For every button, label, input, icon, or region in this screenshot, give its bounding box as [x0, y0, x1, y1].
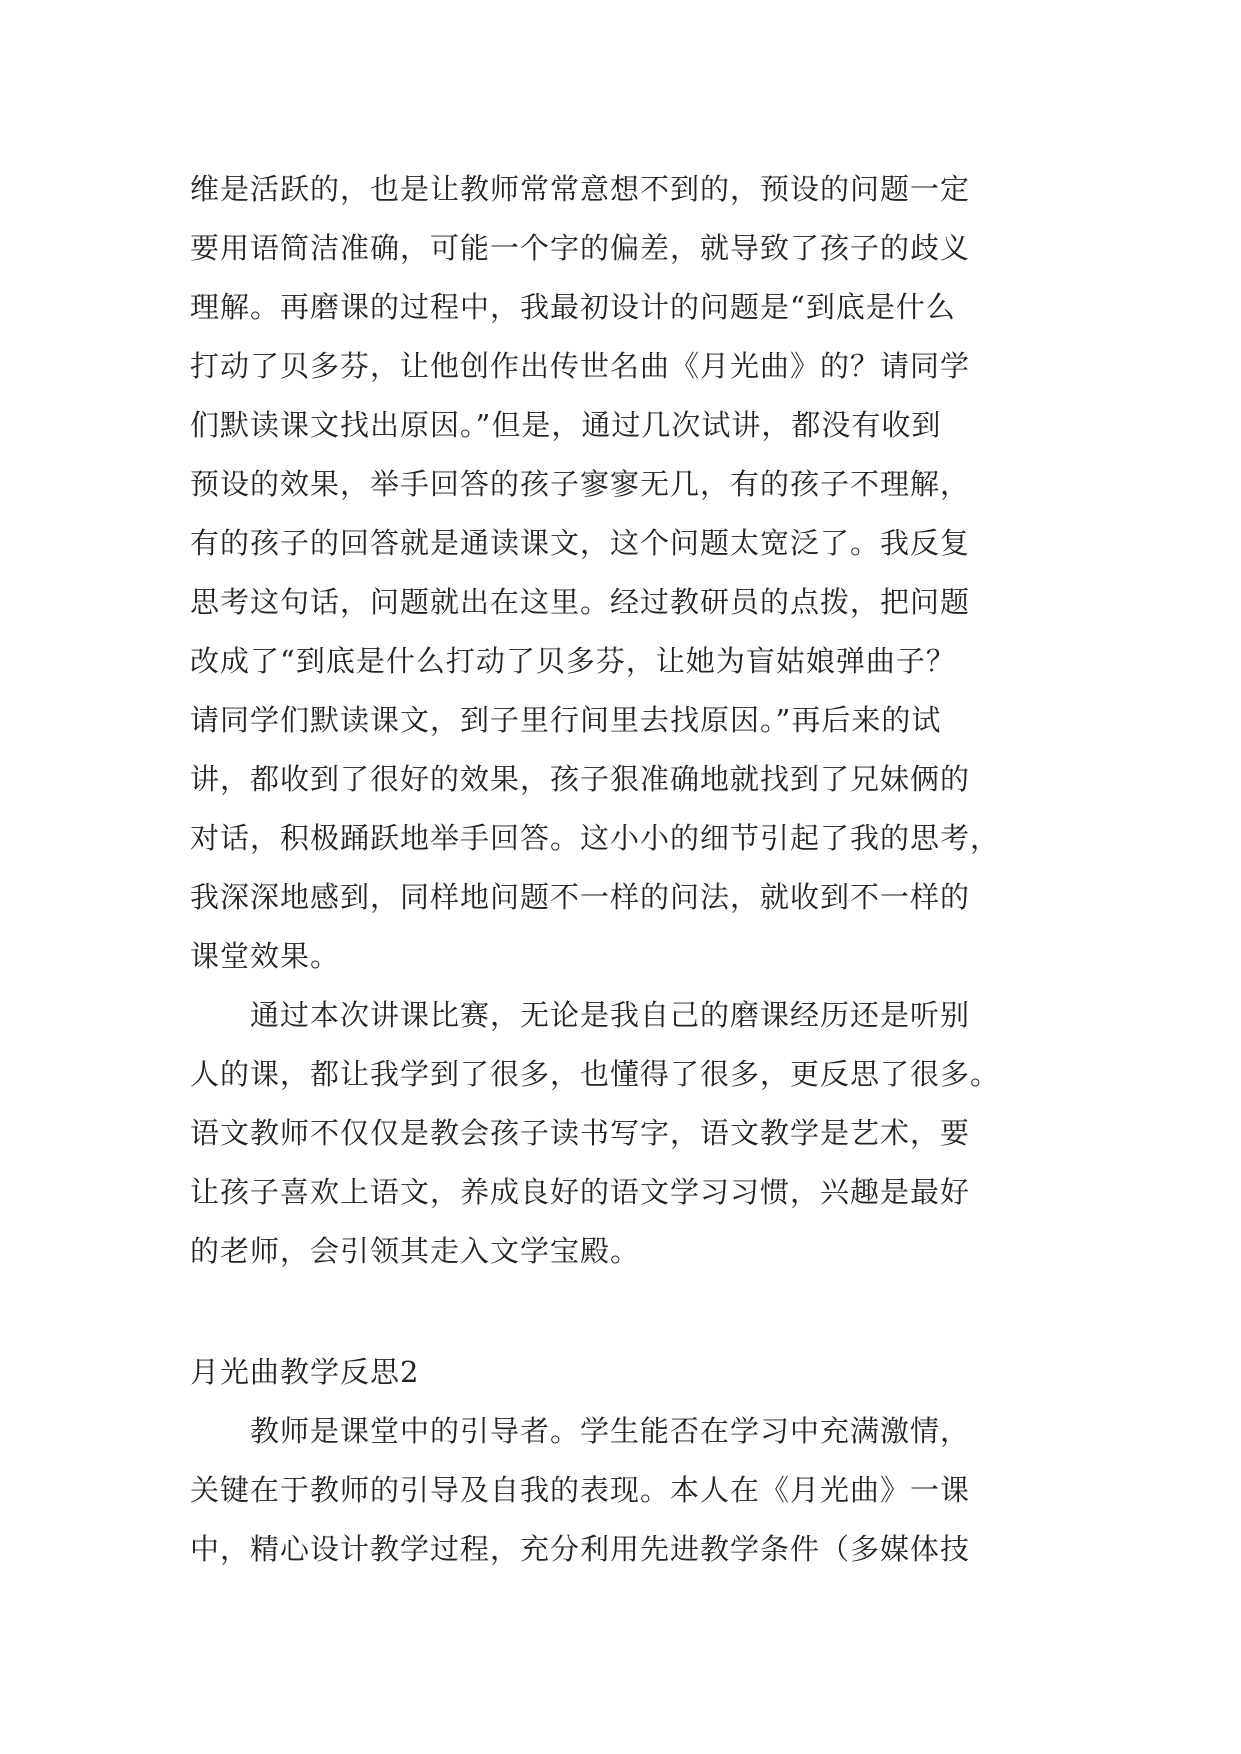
text-line: 关键在于教师的引导及自我的表现。本人在《月光曲》一课	[190, 1473, 971, 1507]
paragraph-2	[190, 986, 1060, 1281]
text-line: 通过本次讲课比赛，无论是我自己的磨课经历还是听别	[190, 998, 971, 1032]
text-line: 打动了贝多芬，让他创作出传世名曲《月光曲》的？请同学	[190, 349, 971, 383]
text-line: 改成了“到底是什么打动了贝多芬，让她为盲姑娘弹曲子？	[190, 644, 956, 678]
text-line: 对话，积极踊跃地举手回答。这小小的细节引起了我的思考，	[190, 821, 1001, 855]
text-line: 中，精心设计教学过程，充分利用先进教学条件（多媒体技	[190, 1532, 971, 1566]
text-line: 人的课，都让我学到了很多，也懂得了很多，更反思了很多。	[190, 1057, 1001, 1091]
text-line: 们默读课文找出原因。”但是，通过几次试讲，都没有收到	[190, 408, 942, 442]
text-line: 思考这句话，问题就出在这里。经过教研员的点拨，把问题	[190, 585, 971, 619]
text-line: 讲，都收到了很好的效果，孩子狠准确地就找到了兄妹俩的	[190, 762, 971, 796]
section-2	[190, 1343, 1060, 1579]
text-line: 让孩子喜欢上语文，养成良好的语文学习习惯，兴趣是最好	[190, 1175, 971, 1209]
section-spacer	[190, 1281, 1060, 1343]
paragraph-1	[190, 160, 1060, 986]
text-line: 教师是课堂中的引导者。学生能否在学习中充满激情，	[190, 1414, 971, 1448]
section-title: 月光曲教学反思2	[190, 1355, 420, 1389]
text-line: 维是活跃的，也是让教师常常意想不到的，预设的问题一定	[190, 172, 971, 206]
text-line: 我深深地感到，同样地问题不一样的问法，就收到不一样的	[190, 880, 971, 914]
text-line: 理解。再磨课的过程中，我最初设计的问题是“到底是什么	[190, 290, 956, 324]
text-line: 有的孩子的回答就是通读课文，这个问题太宽泛了。我反复	[190, 526, 971, 560]
text-line: 请同学们默读课文，到子里行间里去找原因。”再后来的试	[190, 703, 942, 737]
text-line: 预设的效果，举手回答的孩子寥寥无几，有的孩子不理解，	[190, 467, 971, 501]
text-line: 课堂效果。	[190, 939, 341, 973]
text-line: 的老师，会引领其走入文学宝殿。	[190, 1234, 641, 1268]
document-body	[190, 160, 1060, 1579]
text-line: 要用语简洁准确，可能一个字的偏差，就导致了孩子的歧义	[190, 231, 971, 265]
text-line: 语文教师不仅仅是教会孩子读书写字，语文教学是艺术，要	[190, 1116, 971, 1150]
